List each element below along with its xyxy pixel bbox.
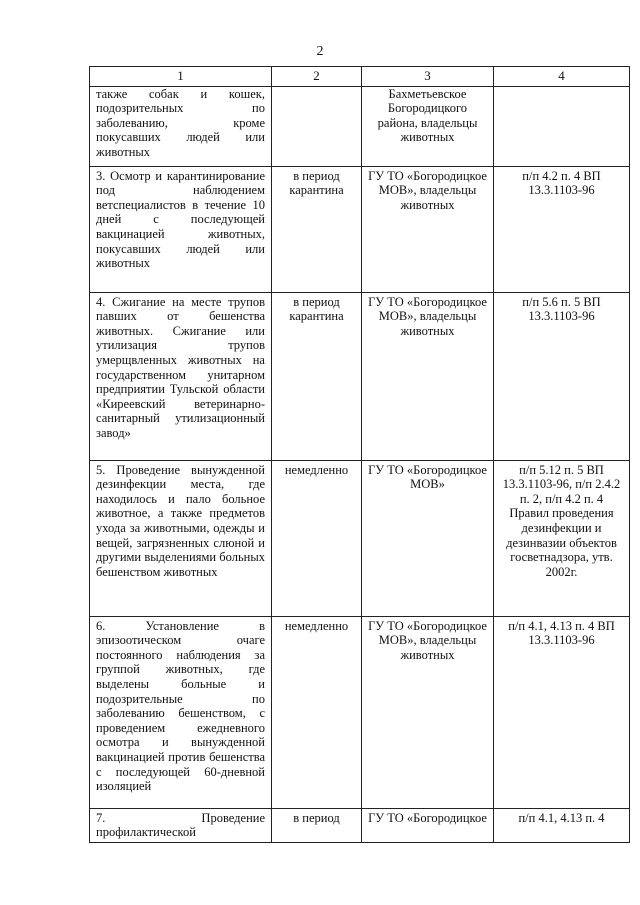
page-number: 2 (316, 44, 324, 59)
table-row (90, 808, 630, 842)
deadline-cell: немедленно (272, 616, 362, 808)
header-row (90, 67, 630, 87)
measure-cell: 7. Проведение профилактической (90, 808, 272, 842)
responsible-cell: ГУ ТО «Богородицкое МОВ», владельцы животных (362, 166, 494, 292)
table-row (90, 166, 630, 292)
header-cell-2: 2 (272, 67, 362, 87)
responsible-cell: ГУ ТО «Богородицкое МОВ», владельцы животных (362, 616, 494, 808)
reference-cell: п/п 4.2 п. 4 ВП 13.3.1103-96 (494, 166, 630, 292)
header-cell-1: 1 (90, 67, 272, 87)
reference-cell (494, 86, 630, 166)
deadline-cell: в период (272, 808, 362, 842)
measure-cell: 5. Проведение вынужденной дезинфекции места, где находилось и пало больное животное, а также предметов ухода за животными, одежды и вещей, загрязненных слюной и другими выделениями больных бешенством животных (90, 460, 272, 616)
table-row (90, 292, 630, 460)
reference-cell: п/п 4.1, 4.13 п. 4 ВП 13.3.1103-96 (494, 616, 630, 808)
header-cell-3: 3 (362, 67, 494, 87)
responsible-cell: Бахметьевское Богородицкого района, владельцы животных (362, 86, 494, 166)
deadline-cell: в период карантина (272, 292, 362, 460)
table-row (90, 86, 630, 166)
responsible-cell: ГУ ТО «Богородицкое (362, 808, 494, 842)
deadline-cell (272, 86, 362, 166)
measure-cell: 4. Сжигание на месте трупов павших от бешенства животных. Сжигание или утилизация трупов умерщвленных животных на государственном унитарном предприятии Тульской области «Киреевский ветеринарно-санитарный утилизационный завод» (90, 292, 272, 460)
table-row (90, 616, 630, 808)
measure-cell: 6. Установление в эпизоотическом очаге постоянного наблюдения за группой животных, где выделены больные и подозрительные по заболеванию бешенством, с проведением ежедневного осмотра и вынужденной вакцинацией против бешенства с последующей 60-дневной изоляцией (90, 616, 272, 808)
deadline-cell: в период карантина (272, 166, 362, 292)
measure-cell: 3. Осмотр и карантинирование под наблюдением ветспециалистов в течение 10 дней с последующей вакцинацией животных, покусавших людей или животных (90, 166, 272, 292)
table-row (90, 460, 630, 616)
header-cell-4: 4 (494, 67, 630, 87)
measure-cell: также собак и кошек, подозрительных по заболеванию, кроме покусавших людей или животных (90, 86, 272, 166)
measures-table (89, 66, 630, 843)
reference-cell: п/п 5.6 п. 5 ВП 13.3.1103-96 (494, 292, 630, 460)
reference-cell: п/п 5.12 п. 5 ВП 13.3.1103-96, п/п 2.4.2 п. 2, п/п 4.2 п. 4 Правил проведения дезинфекции и дезинвазии объектов госветнадзора, утв. 2002г. (494, 460, 630, 616)
deadline-cell: немедленно (272, 460, 362, 616)
responsible-cell: ГУ ТО «Богородицкое МОВ», владельцы животных (362, 292, 494, 460)
reference-cell: п/п 4.1, 4.13 п. 4 (494, 808, 630, 842)
responsible-cell: ГУ ТО «Богородицкое МОВ» (362, 460, 494, 616)
